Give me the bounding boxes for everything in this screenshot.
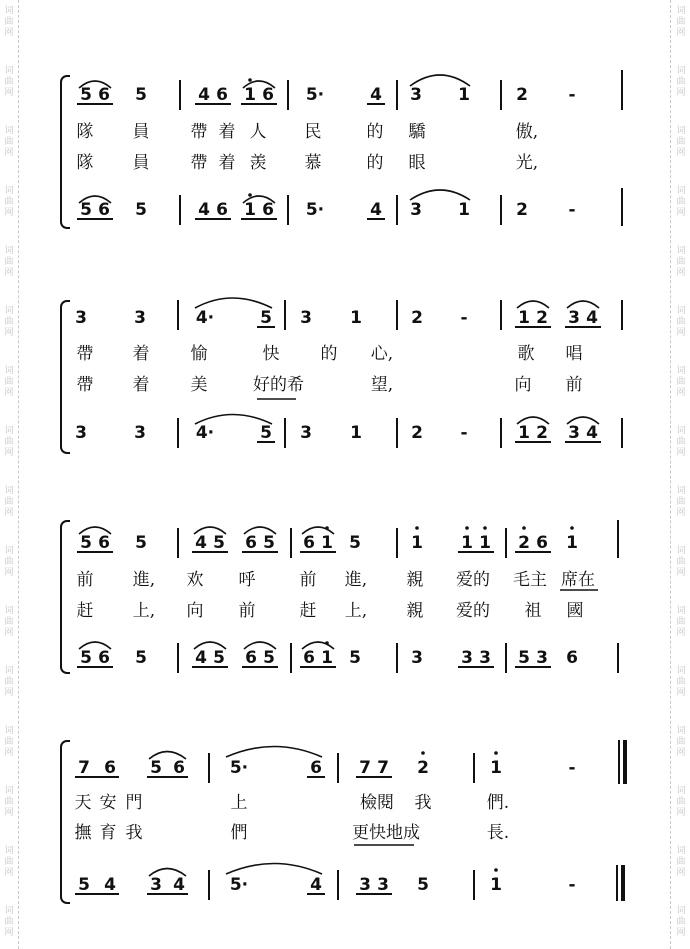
watermark-char: 网	[676, 328, 686, 338]
note: 1	[490, 758, 502, 778]
note: 1	[321, 533, 333, 553]
note: 3	[359, 875, 371, 895]
lyric: 慕	[304, 153, 322, 173]
watermark-char: 网	[676, 568, 686, 578]
lyric: 唱	[565, 344, 583, 364]
note: 5	[349, 533, 361, 553]
system-3-top-staff	[0, 528, 690, 558]
note: 6	[98, 648, 110, 668]
note: 3	[411, 648, 423, 668]
watermark-char: 网	[4, 748, 14, 758]
system-4-lyrics-verse-2	[0, 818, 690, 848]
lyric: 安	[99, 793, 117, 813]
lyric: 向	[186, 601, 204, 621]
note: 5	[80, 85, 92, 105]
note: 5	[417, 875, 429, 895]
watermark-char: 网	[676, 448, 686, 458]
watermark-char: 曲	[676, 557, 686, 567]
watermark-char: 曲	[676, 497, 686, 507]
note: 6	[98, 533, 110, 553]
note: 5	[135, 648, 147, 668]
lyric: 帶	[76, 375, 94, 395]
watermark-char: 词	[676, 546, 686, 556]
lyric: 望,	[370, 375, 394, 395]
watermark-char: 词	[676, 786, 686, 796]
lyric: 撫	[74, 823, 92, 843]
watermark-mark	[674, 246, 688, 279]
note: 1	[458, 200, 470, 220]
watermark-char: 词	[676, 486, 686, 496]
lyric: 人	[249, 122, 267, 142]
watermark-char: 网	[4, 88, 14, 98]
note: 4	[310, 875, 322, 895]
watermark-char: 词	[4, 126, 14, 136]
system-1-bottom-staff	[0, 195, 690, 225]
note: 2	[536, 308, 548, 328]
watermark-char: 曲	[676, 917, 686, 927]
lyric: 着	[218, 153, 236, 173]
watermark-char: 网	[4, 28, 14, 38]
watermark-char: 词	[676, 846, 686, 856]
lyric: 羡	[249, 153, 267, 173]
watermark-char: 词	[4, 66, 14, 76]
note: 1	[244, 85, 256, 105]
note: 4	[198, 200, 210, 220]
watermark-char: 曲	[4, 317, 14, 327]
watermark-char: 词	[676, 606, 686, 616]
watermark-char: 曲	[676, 797, 686, 807]
note: 4	[586, 308, 598, 328]
note: 3	[75, 308, 87, 328]
lyric: 前	[238, 601, 256, 621]
note: 2	[516, 85, 528, 105]
watermark-char: 曲	[4, 137, 14, 147]
note: -	[568, 875, 576, 895]
note: 3	[568, 308, 580, 328]
watermark-char: 网	[676, 688, 686, 698]
note: 6	[173, 758, 185, 778]
note: 5	[213, 648, 225, 668]
watermark-char: 曲	[676, 317, 686, 327]
watermark-char: 曲	[676, 377, 686, 387]
note: 5	[78, 875, 90, 895]
lyric: 席在	[561, 570, 595, 590]
watermark-char: 网	[4, 328, 14, 338]
watermark-char: 网	[676, 388, 686, 398]
lyric: 育	[99, 823, 117, 843]
watermark-char: 曲	[676, 677, 686, 687]
note: 1	[244, 200, 256, 220]
lyric: 親	[406, 601, 424, 621]
note: 1	[518, 308, 530, 328]
note: 7	[78, 758, 90, 778]
watermark-char: 网	[4, 568, 14, 578]
system-2-top-staff	[0, 303, 690, 333]
watermark-char: 词	[4, 666, 14, 676]
watermark-char: 曲	[676, 137, 686, 147]
watermark-char: 网	[676, 808, 686, 818]
note: 6	[216, 200, 228, 220]
note: 1	[461, 533, 473, 553]
watermark-char: 曲	[4, 917, 14, 927]
watermark-char: 曲	[676, 77, 686, 87]
note: 1	[411, 533, 423, 553]
lyric: 前	[565, 375, 583, 395]
note: 6	[216, 85, 228, 105]
watermark-char: 曲	[4, 797, 14, 807]
watermark-char: 网	[4, 148, 14, 158]
watermark-char: 词	[676, 66, 686, 76]
note: 5	[260, 308, 272, 328]
lyric: 帶	[190, 153, 208, 173]
watermark-char: 词	[4, 846, 14, 856]
note: 3	[75, 423, 87, 443]
watermark-char: 网	[676, 28, 686, 38]
note: -	[460, 423, 468, 443]
watermark-char: 词	[676, 6, 686, 16]
watermark-mark	[674, 906, 688, 939]
watermark-char: 网	[676, 628, 686, 638]
note: 2	[411, 423, 423, 443]
system-2-bottom-staff	[0, 418, 690, 448]
note: 5	[150, 758, 162, 778]
watermark-mark	[674, 486, 688, 519]
note: 6	[566, 648, 578, 668]
watermark-char: 曲	[4, 557, 14, 567]
lyric: 的	[320, 344, 338, 364]
note: 5	[80, 200, 92, 220]
lyric: 隊	[76, 153, 94, 173]
watermark-char: 曲	[4, 437, 14, 447]
lyric: 隊	[76, 122, 94, 142]
watermark-char: 词	[4, 246, 14, 256]
lyric: 更快地成	[352, 823, 420, 843]
lyric: 爱的	[456, 570, 490, 590]
watermark-char: 网	[676, 928, 686, 938]
note: 5	[263, 648, 275, 668]
note: 1	[350, 308, 362, 328]
lyric: 我	[414, 793, 432, 813]
watermark-char: 曲	[676, 617, 686, 627]
note: 4	[195, 533, 207, 553]
watermark-char: 曲	[676, 257, 686, 267]
note: 1	[490, 875, 502, 895]
watermark-char: 网	[676, 88, 686, 98]
watermark-char: 词	[4, 366, 14, 376]
lyric: 的	[366, 153, 384, 173]
watermark-char: 网	[676, 508, 686, 518]
watermark-char: 词	[4, 606, 14, 616]
lyric: 長.	[486, 823, 510, 843]
watermark-char: 曲	[676, 857, 686, 867]
lyric: 祖	[524, 601, 542, 621]
lyric: 們	[230, 823, 248, 843]
note: 5	[518, 648, 530, 668]
note: -	[568, 200, 576, 220]
lyric: 們.	[486, 793, 510, 813]
watermark-char: 曲	[4, 77, 14, 87]
lyric: 上,	[344, 601, 368, 621]
note: 4	[370, 200, 382, 220]
note: 6	[310, 758, 322, 778]
lyric: 着	[132, 375, 150, 395]
lyric: 前	[76, 570, 94, 590]
watermark-mark	[674, 6, 688, 39]
note: 5	[80, 533, 92, 553]
note: 5·	[305, 85, 325, 105]
watermark-char: 网	[4, 388, 14, 398]
note: 1	[566, 533, 578, 553]
note: 6	[536, 533, 548, 553]
system-4-lyrics-verse-1	[0, 788, 690, 818]
note: 6	[262, 85, 274, 105]
watermark-char: 曲	[4, 677, 14, 687]
lyric: 檢閱	[360, 793, 394, 813]
note: 5	[135, 85, 147, 105]
watermark-char: 词	[676, 246, 686, 256]
lyric: 心,	[370, 344, 394, 364]
watermark-char: 网	[4, 448, 14, 458]
note: 5	[260, 423, 272, 443]
watermark-char: 网	[676, 208, 686, 218]
note: 3	[410, 85, 422, 105]
lyric: 美	[190, 375, 208, 395]
watermark-char: 网	[4, 868, 14, 878]
watermark-mark	[2, 246, 16, 279]
lyric: 門	[125, 793, 143, 813]
system-4-bottom-staff	[0, 870, 690, 900]
system-3-lyrics-verse-2	[0, 596, 690, 626]
watermark-char: 曲	[676, 737, 686, 747]
note: 7	[377, 758, 389, 778]
watermark-char: 曲	[4, 617, 14, 627]
note: 1	[458, 85, 470, 105]
lyric: 上,	[132, 601, 156, 621]
lyric: 愉	[190, 344, 208, 364]
watermark-char: 词	[4, 6, 14, 16]
watermark-char: 网	[676, 748, 686, 758]
watermark-char: 网	[4, 508, 14, 518]
system-1-lyrics-verse-2	[0, 148, 690, 178]
watermark-char: 词	[676, 906, 686, 916]
lyric: 傲,	[515, 122, 539, 142]
note: 3	[479, 648, 491, 668]
note: 2	[411, 308, 423, 328]
lyric: 歌	[517, 344, 535, 364]
note: 3	[134, 308, 146, 328]
lyric: 親	[406, 570, 424, 590]
watermark-char: 词	[676, 366, 686, 376]
lyric: 天	[74, 793, 92, 813]
watermark-char: 网	[676, 148, 686, 158]
watermark-char: 曲	[4, 497, 14, 507]
note: -	[568, 85, 576, 105]
lyric: 向	[514, 375, 532, 395]
lyric: 赶	[76, 601, 94, 621]
note: 2	[536, 423, 548, 443]
watermark-mark	[2, 906, 16, 939]
note: 6	[245, 533, 257, 553]
note: 5	[80, 648, 92, 668]
note: 4	[104, 875, 116, 895]
watermark-mark	[2, 6, 16, 39]
watermark-char: 曲	[4, 17, 14, 27]
watermark-char: 网	[676, 268, 686, 278]
system-4-top-staff	[0, 753, 690, 783]
system-2-lyrics-verse-1	[0, 339, 690, 369]
watermark-char: 曲	[676, 17, 686, 27]
watermark-char: 词	[4, 726, 14, 736]
note: 4·	[195, 308, 215, 328]
watermark-char: 曲	[4, 737, 14, 747]
note: 3	[150, 875, 162, 895]
note: 3	[410, 200, 422, 220]
note: 6	[98, 85, 110, 105]
note: 3	[300, 423, 312, 443]
lyric: 國	[566, 601, 584, 621]
lyric: 進,	[132, 570, 156, 590]
note: -	[568, 758, 576, 778]
watermark-char: 词	[4, 486, 14, 496]
watermark-char: 网	[676, 868, 686, 878]
note: 6	[262, 200, 274, 220]
note: 4	[195, 648, 207, 668]
note: -	[460, 308, 468, 328]
note: 5·	[229, 875, 249, 895]
note: 4	[586, 423, 598, 443]
watermark-char: 词	[676, 186, 686, 196]
watermark-char: 曲	[4, 857, 14, 867]
lyric: 員	[132, 122, 150, 142]
note: 6	[245, 648, 257, 668]
note: 5	[349, 648, 361, 668]
watermark-char: 词	[4, 186, 14, 196]
note: 4	[198, 85, 210, 105]
watermark-char: 网	[4, 628, 14, 638]
note: 5	[263, 533, 275, 553]
lyric: 我	[125, 823, 143, 843]
note: 4	[173, 875, 185, 895]
note: 6	[98, 200, 110, 220]
watermark-char: 网	[4, 808, 14, 818]
watermark-char: 词	[4, 306, 14, 316]
watermark-char: 曲	[4, 257, 14, 267]
watermark-char: 曲	[676, 197, 686, 207]
watermark-char: 词	[4, 786, 14, 796]
note: 3	[568, 423, 580, 443]
lyric: 赶	[299, 601, 317, 621]
lyric: 驕	[408, 122, 426, 142]
watermark-char: 词	[676, 726, 686, 736]
lyric: 員	[132, 153, 150, 173]
lyric: 呼	[238, 570, 256, 590]
system-2-lyrics-verse-2	[0, 370, 690, 400]
system-3-bottom-staff	[0, 643, 690, 673]
lyric: 帶	[190, 122, 208, 142]
note: 3	[377, 875, 389, 895]
lyric: 爱的	[456, 601, 490, 621]
note: 1	[350, 423, 362, 443]
note: 1	[321, 648, 333, 668]
watermark-char: 词	[676, 126, 686, 136]
note: 5	[135, 200, 147, 220]
note: 1	[518, 423, 530, 443]
lyric: 好的希	[253, 375, 304, 395]
note: 3	[536, 648, 548, 668]
watermark-char: 词	[4, 426, 14, 436]
lyric: 着	[218, 122, 236, 142]
note: 3	[300, 308, 312, 328]
note: 5	[213, 533, 225, 553]
lyric: 着	[132, 344, 150, 364]
lyric: 光,	[515, 153, 539, 173]
lyric: 上	[230, 793, 248, 813]
note: 3	[134, 423, 146, 443]
system-1-lyrics-verse-1	[0, 117, 690, 147]
watermark-char: 词	[4, 546, 14, 556]
note: 6	[303, 533, 315, 553]
note: 5·	[229, 758, 249, 778]
watermark-char: 词	[4, 906, 14, 916]
watermark-mark	[2, 486, 16, 519]
watermark-char: 网	[4, 268, 14, 278]
note: 2	[417, 758, 429, 778]
note: 1	[479, 533, 491, 553]
watermark-char: 词	[676, 306, 686, 316]
watermark-char: 曲	[4, 377, 14, 387]
system-1-top-staff	[0, 80, 690, 110]
note: 3	[461, 648, 473, 668]
note: 6	[104, 758, 116, 778]
note: 4	[370, 85, 382, 105]
note: 2	[518, 533, 530, 553]
lyric: 的	[366, 122, 384, 142]
lyric: 快	[262, 344, 280, 364]
note: 6	[303, 648, 315, 668]
system-3-lyrics-verse-1	[0, 565, 690, 595]
watermark-char: 网	[4, 688, 14, 698]
lyric: 進,	[344, 570, 368, 590]
lyric: 帶	[76, 344, 94, 364]
watermark-char: 曲	[4, 197, 14, 207]
lyric: 民	[304, 122, 322, 142]
watermark-char: 词	[676, 426, 686, 436]
note: 7	[359, 758, 371, 778]
lyric: 眼	[408, 153, 426, 173]
note: 5·	[305, 200, 325, 220]
note: 4·	[195, 423, 215, 443]
lyric: 欢	[186, 570, 204, 590]
watermark-char: 词	[676, 666, 686, 676]
watermark-char: 曲	[676, 437, 686, 447]
lyric: 前	[299, 570, 317, 590]
watermark-char: 网	[4, 928, 14, 938]
note: 2	[516, 200, 528, 220]
watermark-char: 网	[4, 208, 14, 218]
note: 5	[135, 533, 147, 553]
lyric: 毛主	[513, 570, 547, 590]
